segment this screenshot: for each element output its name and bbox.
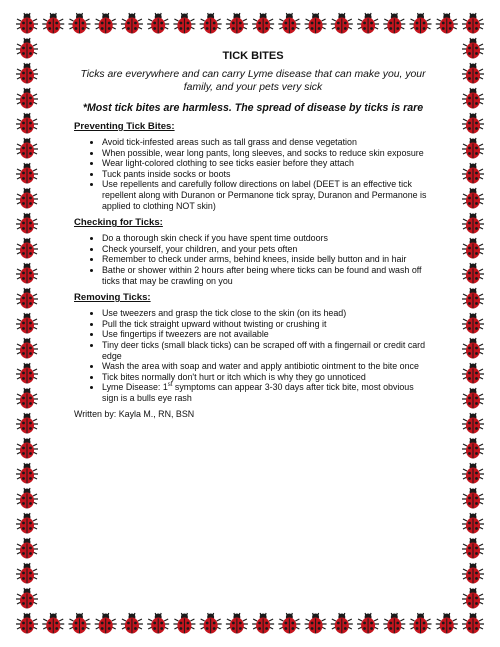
ladybug-icon [200, 13, 222, 34]
ladybug-icon [16, 438, 38, 459]
ladybug-icon [173, 13, 195, 34]
ladybug-icon [95, 613, 117, 634]
ladybug-icon [42, 13, 64, 34]
ladybug-icon [16, 613, 38, 634]
ladybug-icon [252, 613, 274, 634]
ladybug-icon [383, 13, 405, 34]
ladybug-icon [462, 138, 484, 159]
section-heading-preventing: Preventing Tick Bites: [74, 121, 175, 132]
ladybug-icon [16, 588, 38, 609]
ladybug-icon [331, 613, 353, 634]
list-item: • Use tweezers and grasp the tick close to the skin (on its head) [102, 308, 432, 319]
ladybug-icon [462, 63, 484, 84]
ladybug-icon [357, 613, 379, 634]
ladybug-icon [16, 213, 38, 234]
ladybug-icon [16, 288, 38, 309]
ladybug-icon [16, 413, 38, 434]
ladybug-icon [462, 413, 484, 434]
ladybug-icon [226, 13, 248, 34]
ladybug-icon [147, 13, 169, 34]
ladybug-icon [252, 13, 274, 34]
ladybug-icon [462, 238, 484, 259]
ladybug-icon [462, 263, 484, 284]
ladybug-icon [462, 463, 484, 484]
ladybug-icon [16, 388, 38, 409]
list-item: • When possible, wear long pants, long sleeves, and socks to reduce skin exposure [102, 148, 432, 159]
ladybug-icon [305, 613, 327, 634]
intro-text: Ticks are everywhere and can carry Lyme disease that can make you, your family, and your pets very sick [80, 69, 426, 93]
ladybug-icon [462, 363, 484, 384]
ladybug-icon [462, 38, 484, 59]
ladybug-icon [462, 388, 484, 409]
section-heading-removing: Removing Ticks: [74, 292, 151, 304]
ladybug-icon [16, 338, 38, 359]
ladybug-icon [16, 563, 38, 584]
ladybug-icon [16, 138, 38, 159]
ladybug-icon [16, 13, 38, 34]
list-item: • Use fingertips if tweezers are not available [102, 329, 432, 340]
ladybug-icon [462, 538, 484, 559]
ladybug-icon [68, 613, 90, 634]
list-preventing [74, 137, 432, 211]
ladybug-icon [357, 13, 379, 34]
list-item: • Avoid tick-infested areas such as tall grass and dense vegetation [102, 137, 432, 148]
ladybug-icon [462, 288, 484, 309]
ladybug-icon [68, 13, 90, 34]
ladybug-icon [410, 13, 432, 34]
lyme-text-start: Lyme Disease: 1 [102, 382, 168, 393]
ladybug-icon [462, 563, 484, 584]
list-item: • Do a thorough skin check if you have spent time outdoors [102, 233, 432, 244]
ladybug-icon [16, 263, 38, 284]
ladybug-icon [462, 88, 484, 109]
ladybug-icon [200, 613, 222, 634]
list-item: • Tick bites normally don't hurt or itch which is why they go unnoticed [102, 372, 432, 383]
ladybug-icon [436, 613, 458, 634]
ladybug-icon [305, 13, 327, 34]
list-item: • Tiny deer ticks (small black ticks) can be scraped off with a fingernail or credit card edge [102, 340, 432, 361]
ladybug-icon [16, 38, 38, 59]
ladybug-icon [16, 313, 38, 334]
ladybug-icon [121, 613, 143, 634]
ladybug-icon [462, 213, 484, 234]
ladybug-icon [462, 338, 484, 359]
ladybug-icon [436, 13, 458, 34]
list-item: • Tuck pants inside socks or boots [102, 169, 432, 180]
ladybug-icon [16, 488, 38, 509]
list-item: • Remember to check under arms, behind knees, inside belly button and in hair [102, 254, 432, 265]
ladybug-icon [16, 63, 38, 84]
ladybug-icon [462, 588, 484, 609]
list-item: • Check yourself, your children, and your pets often [102, 244, 432, 255]
list-checking [74, 233, 432, 286]
ladybug-icon [331, 13, 353, 34]
ladybug-icon [16, 463, 38, 484]
ladybug-icon [16, 163, 38, 184]
ladybug-icon [121, 13, 143, 34]
ladybug-icon [147, 613, 169, 634]
document-body [74, 50, 432, 419]
ladybug-icon [16, 88, 38, 109]
ladybug-icon [16, 363, 38, 384]
list-item: • Use repellents and carefully follow directions on label (DEET is an effective tick repellent along with Duranon or Permanone tick spray, Duranon and Permanone is applied to clothing NOT skin) [102, 179, 432, 211]
ladybug-icon [462, 163, 484, 184]
lyme-text-end: symptoms can appear 3-30 days after tick bite, most obvious sign is a bulls eye rash [102, 382, 414, 403]
ladybug-icon [278, 13, 300, 34]
ladybug-icon [410, 613, 432, 634]
section-heading-checking: Checking for Ticks: [74, 217, 163, 229]
ladybug-icon [278, 613, 300, 634]
list-item-lyme [102, 382, 432, 403]
ladybug-icon [462, 488, 484, 509]
ladybug-icon [16, 538, 38, 559]
ladybug-icon [42, 613, 64, 634]
ladybug-icon [226, 613, 248, 634]
ladybug-icon [462, 513, 484, 534]
ladybug-icon [16, 113, 38, 134]
ladybug-icon [16, 188, 38, 209]
ladybug-icon [173, 613, 195, 634]
list-removing [74, 308, 432, 403]
ladybug-icon [16, 238, 38, 259]
lyme-superscript: st [167, 382, 173, 389]
list-item: • Pull the tick straight upward without twisting or crushing it [102, 319, 432, 330]
warning-text: *Most tick bites are harmless. The spread of disease by ticks is rare [82, 102, 424, 114]
ladybug-icon [462, 613, 484, 634]
ladybug-icon [16, 513, 38, 534]
author-credit: Written by: Kayla M., RN, BSN [74, 409, 195, 420]
list-item: • Wear light-colored clothing to see ticks easier before they attach [102, 158, 432, 169]
ladybug-icon [462, 313, 484, 334]
ladybug-icon [95, 13, 117, 34]
ladybug-icon [383, 613, 405, 634]
ladybug-icon [462, 13, 484, 34]
page-title: TICK BITES [222, 50, 284, 62]
ladybug-icon [462, 188, 484, 209]
ladybug-icon [462, 438, 484, 459]
ladybug-icon [462, 113, 484, 134]
list-item: • Bathe or shower within 2 hours after being where ticks can be found and wash off ticks that may be crawling on you [102, 265, 432, 286]
list-item: • Wash the area with soap and water and apply antibiotic ointment to the bite once [102, 361, 432, 372]
